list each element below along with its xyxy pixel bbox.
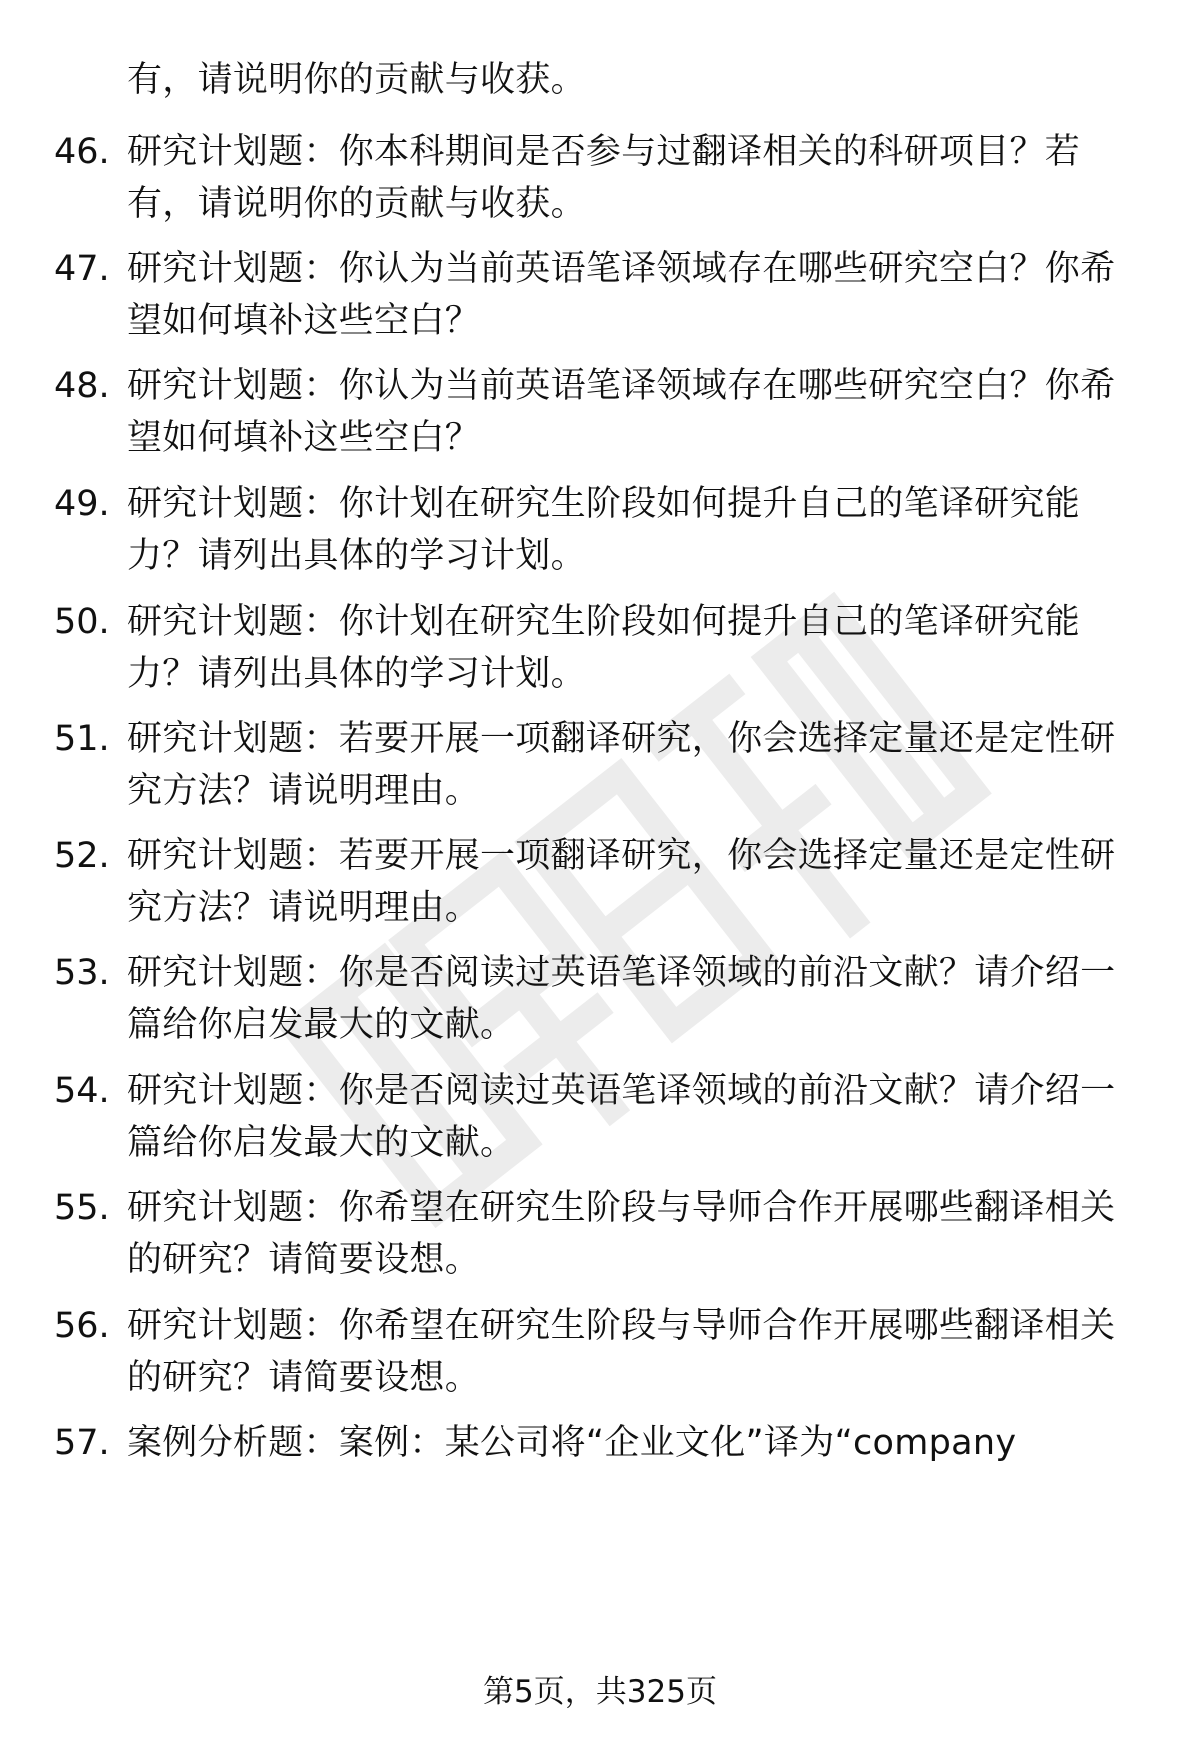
list-item-52 — [54, 830, 1154, 934]
list-item-text: 有，请说明你的贡献与收获。 — [127, 60, 586, 100]
list-item-number: 57. — [54, 1423, 110, 1463]
list-item-number: 47. — [54, 249, 110, 289]
list-item-number: 46. — [54, 132, 110, 172]
list-item-text: 研究计划题：你计划在研究生阶段如何提升自己的笔译研究能力？请列出具体的学习计划。 — [127, 484, 1081, 576]
list-item-number: 50. — [54, 602, 110, 642]
list-item-text: 案例分析题：案例：某公司将“企业文化”译为“company — [127, 1423, 1017, 1463]
list-item-46 — [54, 126, 1154, 230]
list-item-54 — [54, 1065, 1154, 1169]
list-item-text: 研究计划题：你本科期间是否参与过翻译相关的科研项目？若有，请说明你的贡献与收获。 — [127, 132, 1081, 224]
list-item-51 — [54, 713, 1154, 817]
list-item-56 — [54, 1300, 1154, 1404]
list-item-number: 54. — [54, 1071, 110, 1111]
list-item-text: 研究计划题：你是否阅读过英语笔译领域的前沿文献？请介绍一篇给你启发最大的文献。 — [127, 953, 1116, 1045]
list-item-53 — [54, 947, 1154, 1051]
list-item-text: 研究计划题：你希望在研究生阶段与导师合作开展哪些翻译相关的研究？请简要设想。 — [127, 1188, 1116, 1280]
list-item-number: 56. — [54, 1306, 110, 1346]
list-item-text: 研究计划题：若要开展一项翻译研究，你会选择定量还是定性研究方法？请说明理由。 — [127, 836, 1116, 928]
list-item-55 — [54, 1182, 1154, 1286]
list-item-number: 53. — [54, 953, 110, 993]
list-item-text: 研究计划题：若要开展一项翻译研究，你会选择定量还是定性研究方法？请说明理由。 — [127, 719, 1116, 811]
list-item-text: 研究计划题：你希望在研究生阶段与导师合作开展哪些翻译相关的研究？请简要设想。 — [127, 1306, 1116, 1398]
list-item-57 — [54, 1417, 1154, 1469]
page-footer: 第5页，共325页 — [483, 1674, 717, 1710]
list-item-50 — [54, 596, 1154, 700]
list-item-number: 52. — [54, 836, 110, 876]
list-item-text: 研究计划题：你是否阅读过英语笔译领域的前沿文献？请介绍一篇给你启发最大的文献。 — [127, 1071, 1116, 1163]
list-item-text: 研究计划题：你计划在研究生阶段如何提升自己的笔译研究能力？请列出具体的学习计划。 — [127, 602, 1081, 694]
list-item-48 — [54, 360, 1154, 464]
list-item-number: 48. — [54, 366, 110, 406]
list-item-text: 研究计划题：你认为当前英语笔译领域存在哪些研究空白？你希望如何填补这些空白？ — [127, 366, 1116, 458]
list-item-number: 55. — [54, 1188, 110, 1228]
list-item-text: 研究计划题：你认为当前英语笔译领域存在哪些研究空白？你希望如何填补这些空白？ — [127, 249, 1116, 341]
list-item-number: 49. — [54, 484, 110, 524]
list-item-49 — [54, 478, 1154, 582]
list-item-47 — [54, 243, 1154, 347]
list-item-number: 51. — [54, 719, 110, 759]
list-item-continuation — [54, 54, 1154, 106]
